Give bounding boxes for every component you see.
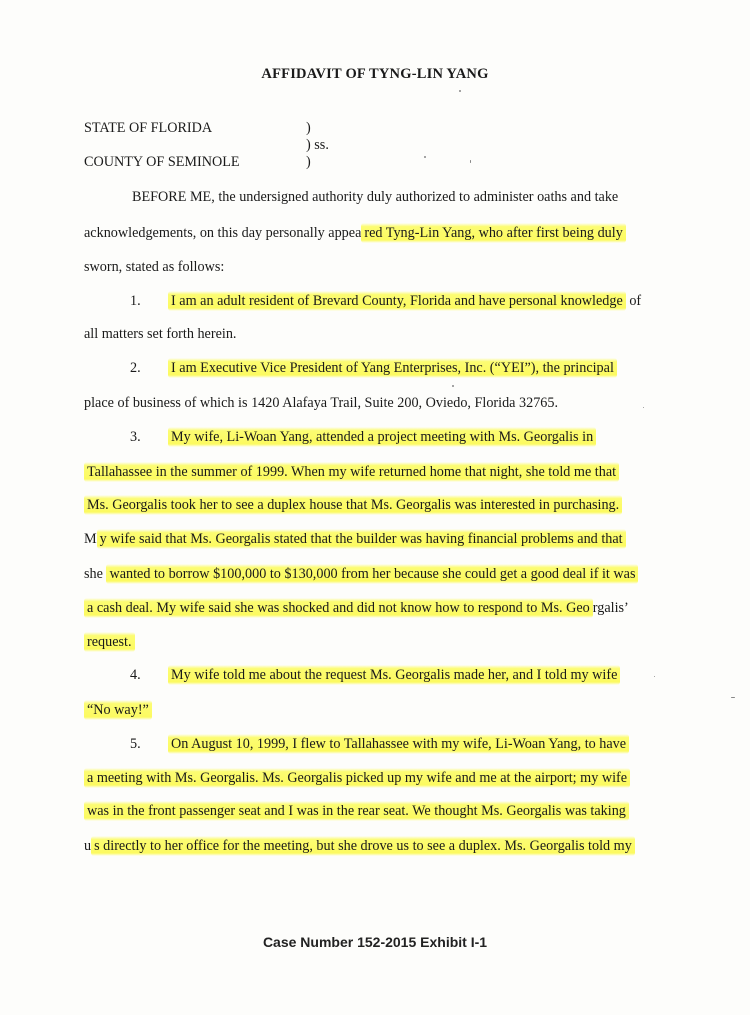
highlighted-text: red Tyng-Lin Yang, who after first being duly: [361, 223, 625, 243]
highlighted-text: s directly to her office for the meeting, but she drove us to see a duplex. Ms. Georgalis told my: [91, 836, 635, 856]
intro-line-2: [84, 225, 626, 242]
intro-line-2-text: acknowledgements, on this day personally appea: [84, 225, 362, 241]
paragraph-3-line-2: [84, 464, 619, 481]
paragraph-5-line-4: [84, 838, 635, 855]
highlighted-text: a meeting with Ms. Georgalis. Ms. Georgalis picked up my wife and me at the airport; my wife: [84, 768, 630, 788]
paragraph-1-number: 1.: [130, 293, 141, 309]
paragraph-1-tail: of: [625, 293, 642, 309]
paragraph-4-line-2: [84, 702, 152, 719]
venue-state: STATE OF FLORIDA: [84, 120, 213, 136]
paragraph-3-line-4: [84, 531, 626, 548]
highlighted-text: I am Executive Vice President of Yang Enterprises, Inc. (“YEI”), the principal: [168, 358, 617, 378]
paragraph-3-line-7: [84, 634, 135, 651]
venue-ss: ) ss.: [306, 137, 329, 153]
venue-paren-top: ): [306, 120, 311, 136]
paragraph-1-line-1: [168, 293, 641, 310]
paragraph-3-line-1: [168, 429, 596, 446]
paragraph-3-line-5: [84, 566, 638, 583]
paragraph-5-number: 5.: [130, 736, 141, 752]
paragraph-3-line-4-lead: M: [84, 531, 97, 547]
venue-county: COUNTY OF SEMINOLE: [84, 154, 240, 170]
highlighted-text: a cash deal. My wife said she was shocked and did not know how to respond to Ms. Geo: [84, 598, 593, 618]
scan-speck: [424, 156, 426, 158]
paragraph-2-line-1: [168, 360, 617, 377]
highlighted-text: wanted to borrow $100,000 to $130,000 from her because she could get a good deal if it was: [106, 564, 638, 584]
paragraph-3-line-6: [84, 600, 629, 617]
paragraph-5-line-4-lead: u: [84, 838, 92, 854]
case-number-footer: Case Number 152-2015 Exhibit I-1: [262, 934, 488, 950]
scan-speck: [470, 160, 471, 163]
paragraph-2-line-2: place of business of which is 1420 Alafaya Trail, Suite 200, Oviedo, Florida 32765.: [84, 395, 559, 411]
paragraph-4-line-1: [168, 667, 620, 684]
paragraph-2-number: 2.: [130, 360, 141, 376]
venue-paren-bottom: ): [306, 154, 311, 170]
highlighted-text: My wife told me about the request Ms. Georgalis made her, and I told my wife: [168, 665, 620, 685]
highlighted-text: I am an adult resident of Brevard County, Florida and have personal knowledge: [168, 291, 626, 311]
highlighted-text: request.: [84, 632, 135, 652]
paragraph-3-line-3: [84, 497, 622, 514]
paragraph-4-number: 4.: [130, 667, 141, 683]
intro-line-1: BEFORE ME, the undersigned authority duly authorized to administer oaths and take: [132, 189, 619, 205]
highlighted-text: Ms. Georgalis took her to see a duplex house that Ms. Georgalis was interested in purchasing.: [84, 495, 622, 515]
scan-speck: [452, 385, 454, 387]
paragraph-3-line-5-lead: she: [84, 566, 107, 582]
highlighted-text: Tallahassee in the summer of 1999. When my wife returned home that night, she told me that: [84, 462, 619, 482]
highlighted-text: was in the front passenger seat and I was in the rear seat. We thought Ms. Georgalis was taking: [84, 801, 629, 821]
highlighted-text: On August 10, 1999, I flew to Tallahassee with my wife, Li-Woan Yang, to have: [168, 734, 629, 754]
highlighted-text: “No way!”: [84, 700, 152, 720]
paragraph-3-number: 3.: [130, 429, 141, 445]
paragraph-3-line-6-tail: rgalis’: [592, 600, 629, 616]
document-title: AFFIDAVIT OF TYNG-LIN YANG: [261, 66, 489, 82]
scan-speck: [654, 676, 655, 677]
highlighted-text: y wife said that Ms. Georgalis stated that the builder was having financial problems and that: [97, 529, 626, 549]
highlighted-text: My wife, Li-Woan Yang, attended a project meeting with Ms. Georgalis in: [168, 427, 596, 447]
scan-speck: [643, 407, 644, 408]
paragraph-5-line-3: [84, 803, 629, 820]
intro-line-3: sworn, stated as follows:: [84, 259, 225, 275]
scan-speck: [731, 697, 735, 698]
paragraph-1-line-2: all matters set forth herein.: [84, 326, 237, 342]
scan-speck: [459, 90, 461, 92]
paragraph-5-line-1: [168, 736, 629, 753]
paragraph-5-line-2: [84, 770, 630, 787]
